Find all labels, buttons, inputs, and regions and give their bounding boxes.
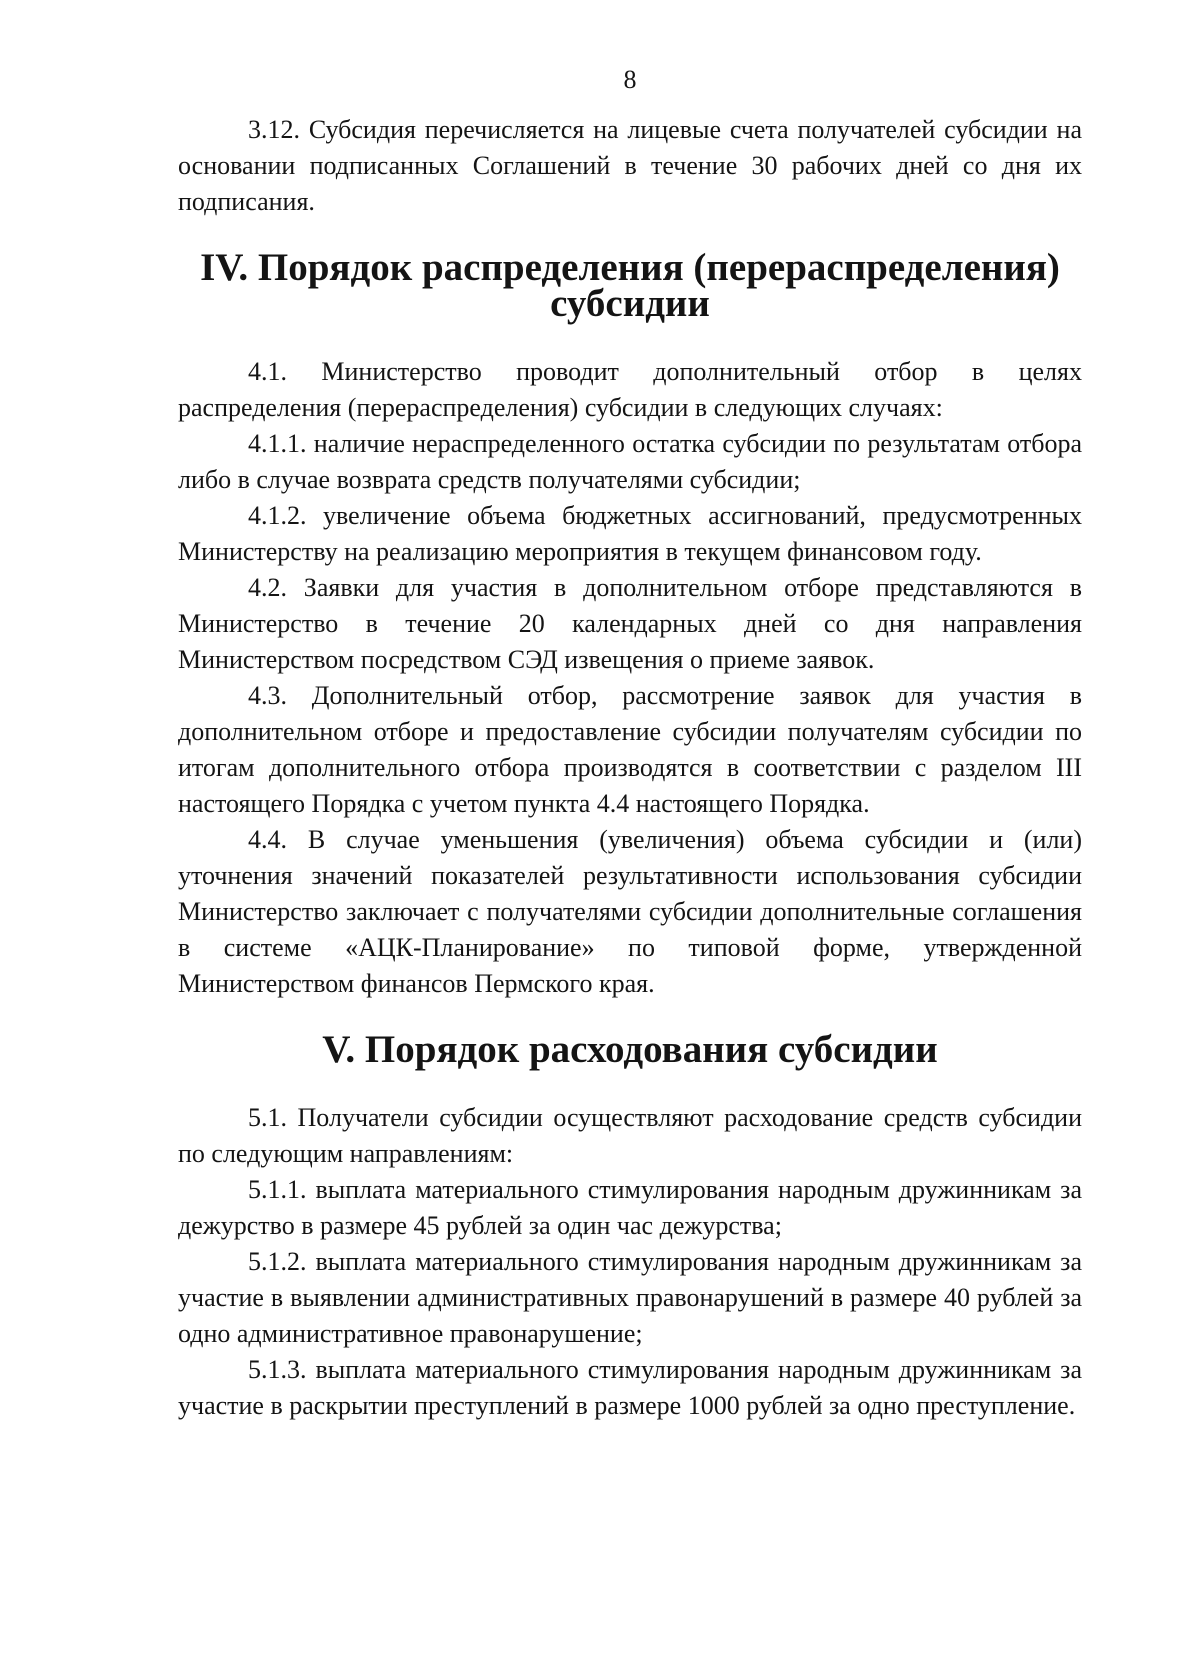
paragraph-4-1-2: 4.1.2. увеличение объема бюджетных ассигнований, предусмотренных Министерству на реализацию мероприятия в текущем финансовом году.	[178, 501, 1082, 566]
paragraph-4-1: 4.1. Министерство проводит дополнительный отбор в целях распределения (перераспределения) субсидии в следующих случаях:	[178, 357, 1082, 422]
paragraph-4-1-1: 4.1.1. наличие нераспределенного остатка субсидии по результатам отбора либо в случае возврата средств получателями субсидии;	[178, 429, 1082, 494]
paragraph-4-2: 4.2. Заявки для участия в дополнительном отборе представляются в Министерство в течение 20 календарных дней со дня направления Министерством посредством СЭД извещения о приеме заявок.	[178, 573, 1082, 674]
paragraph-4-3: 4.3. Дополнительный отбор, рассмотрение заявок для участия в дополнительном отборе и предоставление субсидии получателям субсидии по итогам дополнительного отбора производятся в соответствии с разделом III настоящего Порядка с учетом пункта 4.4 настоящего Порядка.	[178, 681, 1082, 818]
section-heading-iv: IV. Порядок распределения (перераспределения) субсидии	[200, 246, 1060, 325]
paragraph-5-1-1: 5.1.1. выплата материального стимулирования народным дружинникам за дежурство в размере 45 рублей за один час дежурства;	[178, 1175, 1082, 1240]
paragraph-5-1-3: 5.1.3. выплата материального стимулирования народным дружинникам за участие в раскрытии преступлений в размере 1000 рублей за одно преступление.	[178, 1355, 1082, 1420]
page-content	[178, 62, 1082, 1424]
paragraph-3-12: 3.12. Субсидия перечисляется на лицевые счета получателей субсидии на основании подписанных Соглашений в течение 30 рабочих дней со дня их подписания.	[178, 115, 1082, 216]
section-heading-v: V. Порядок расходования субсидии	[322, 1028, 938, 1071]
paragraph-5-1-2: 5.1.2. выплата материального стимулирования народным дружинникам за участие в выявлении административных правонарушений в размере 40 рублей за одно административное правонарушение;	[178, 1247, 1082, 1348]
page-number: 8	[623, 65, 637, 94]
paragraph-4-4: 4.4. В случае уменьшения (увеличения) объема субсидии и (или) уточнения значений показателей результативности использования субсидии Министерство заключает с получателями субсидии дополнительные соглашения в системе «АЦК-Планирование» по типовой форме, утвержденной Министерством финансов Пермского края.	[178, 825, 1082, 998]
paragraph-5-1: 5.1. Получатели субсидии осуществляют расходование средств субсидии по следующим направлениям:	[178, 1103, 1082, 1168]
